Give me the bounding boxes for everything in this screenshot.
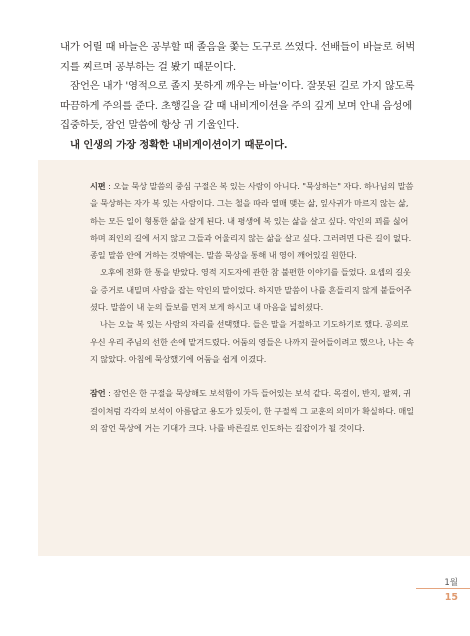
footer-divider xyxy=(416,588,470,589)
intro-paragraph-2: 잠언은 내가 '영적으로 졸지 못하게 깨우는 바늘'이다. 잘못된 길로 가지 않도록 따끔하게 주의를 준다. 초행길을 갈 때 내비게이션을 주의 깊게 보며 안내 음성에 집중하듯, 잠언 말씀에 항상 귀 기울인다. xyxy=(60,80,415,131)
month-label: 1월 xyxy=(444,578,458,588)
meditation-box xyxy=(38,160,470,556)
psalm-text: : 오늘 묵상 말씀의 중심 구절은 복 있는 사람이 아니다. "묵상하는" 자다. 하나님의 말씀을 묵상하는 자가 복 있는 사람이다. 그는 철을 따라 열매 맺는 삶, 잎사귀가 마르지 않는 삶, 하는 모든 일이 형통한 삶을 살게 된다. 내 평생에 복 있는 삶을 살고 싶다. 악인의 꾀를 싫어하며 죄인의 길에 서지 않고 그들과 어울리지 않는 삶을 살고 싶다. 그러려면 다른 길이 없다. 종일 말씀 안에 거하는 것밖에는. 말씀 묵상을 통해 내 영이 깨어있길 원한다. xyxy=(90,181,414,261)
proverbs-label: 잠언 xyxy=(90,388,106,399)
page-footer xyxy=(416,576,470,606)
meditation-box-content xyxy=(90,178,414,437)
intro-text xyxy=(60,38,416,155)
psalm-paragraph xyxy=(90,178,414,264)
psalm-label: 시편 xyxy=(90,181,106,191)
intro-paragraph-1: 내가 어릴 때 바늘은 공부할 때 졸음을 쫓는 도구로 쓰였다. 선배들이 바늘로 허벅지를 찌르며 공부하는 걸 봤기 때문이다. xyxy=(60,41,416,73)
proverbs-text: : 잠언은 한 구절을 묵상해도 보석함이 가득 들어있는 보석 같다. 목걸이, 반지, 팔찌, 귀걸이처럼 각각의 보석이 아름답고 용도가 있듯이, 한 구절씩 그 교훈의 의미가 확실하다. 매일의 잠언 묵상에 거는 기대가 크다. 나를 바른길로 인도하는 길잡이가 될 것이다. xyxy=(90,388,414,433)
intro-paragraph-3-bold: 내 인생의 가장 정확한 내비게이션이기 때문이다. xyxy=(70,138,288,151)
psalm-paragraph-2: 오후에 전화 한 통을 받았다. 영적 지도자에 관한 참 불편한 이야기를 들었다. 요셉의 길웃을 증거로 내밀며 사람을 잡는 악인의 말이었다. 하지만 말씀이 나를 흔들리지 않게 붙들어주셨다. 말씀이 내 눈의 들보를 먼저 보게 하시고 내 마음을 넓히셨다. xyxy=(90,267,412,313)
proverbs-paragraph xyxy=(90,385,414,437)
page-number: 15 xyxy=(444,592,458,603)
psalm-paragraph-3: 나는 오늘 복 있는 사람의 자리를 선택했다. 들은 말을 거절하고 기도하기로 했다. 공의로우신 우리 주님의 선한 손에 맡겨드렸다. 어둠의 영들은 나까지 끌어들이려고 했으나, 나는 속지 않았다. 아침에 묵상했기에 어둠을 쉽게 이겼다. xyxy=(90,319,414,364)
intro-paragraph-3 xyxy=(60,136,416,156)
paragraph-spacer xyxy=(90,368,414,385)
